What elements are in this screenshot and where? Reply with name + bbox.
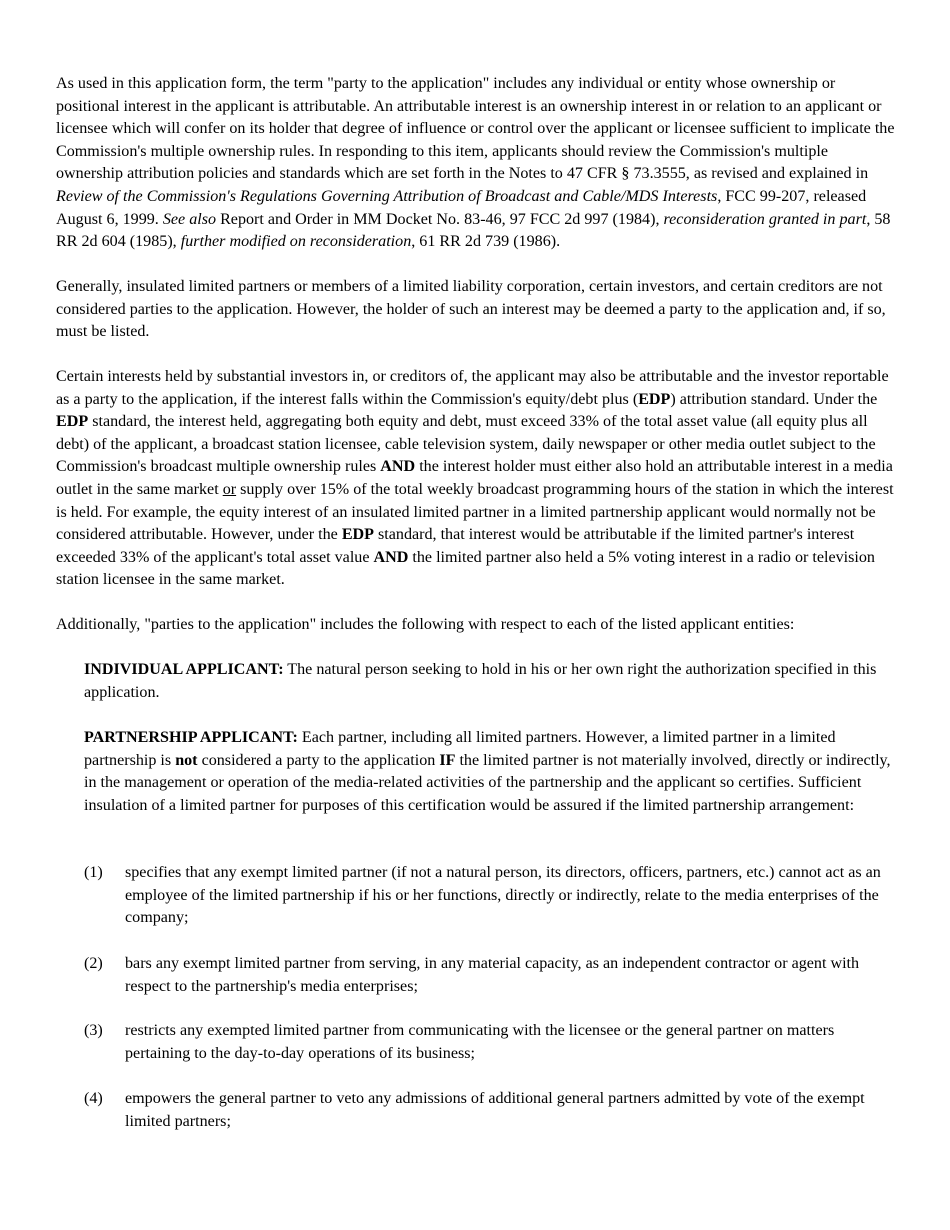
partnership-applicant-paragraph — [84, 727, 898, 817]
edp-text: the interest holder must either also hold an attributable interest in a media outlet in the same market — [56, 458, 893, 498]
parties-intro-paragraph — [56, 614, 898, 637]
individual-applicant-paragraph — [84, 659, 898, 704]
list-item — [84, 953, 898, 998]
attribution-text: Report and Order in MM Docket No. 83-46, 97 FCC 2d 997 (1984), — [216, 210, 664, 228]
parties-intro-text: Additionally, "parties to the application" includes the following with respect to each of the listed applicant entities: — [56, 616, 795, 633]
and-emphasis: AND — [373, 548, 409, 566]
edp-standard-paragraph — [56, 366, 898, 592]
list-item — [84, 1088, 898, 1133]
and-emphasis: AND — [380, 458, 416, 476]
attribution-text: , 58 RR 2d 604 (1985), — [56, 210, 891, 251]
partnership-text: the limited partner is not materially involved, directly or indirectly, in the management or operation of the media-related activities of the partnership and the applicant so certifies. Sufficient insulation of a limited partner for purposes of this certification would be assured if the limited partnership arrangement: — [84, 751, 891, 814]
individual-applicant-text: The natural person seeking to hold in his or her own right the authorization specified in this application. — [84, 661, 877, 701]
edp-term: EDP — [341, 526, 374, 544]
list-item — [84, 862, 898, 930]
edp-text: standard, that interest would be attributable if the limited partner's interest exceeded 33% of the applicant's total asset value — [56, 526, 855, 566]
edp-text: standard, the interest held, aggregating both equity and debt, must exceed 33% of the total asset value (all equity plus all debt) of the applicant, a broadcast station licensee, cable television system, daily newspaper or other media outlet subject to the Commission's broadcast multiple ownership rules — [56, 413, 876, 476]
if-emphasis: IF — [439, 751, 456, 769]
edp-text: supply over 15% of the total weekly broadcast programming hours of the station in which the interest is held. For example, the equity interest of an insulated limited partner in a limited partnership applicant would normally not be considered attributable. However, under the — [56, 480, 894, 544]
edp-term: EDP — [56, 413, 89, 431]
insulated-partners-paragraph — [56, 276, 898, 344]
attribution-text: , FCC 99-207, released August 6, 1999. — [56, 187, 867, 228]
regulation-title: Review of the Commission's Regulations Governing Attribution of Broadcast and Cable/MDS Interests — [56, 187, 718, 205]
edp-term: EDP — [638, 390, 671, 408]
list-item-number: (2) — [84, 955, 103, 972]
individual-applicant-heading: INDIVIDUAL APPLICANT: — [84, 661, 284, 678]
further-modified-phrase: further modified on reconsideration — [180, 233, 412, 251]
list-item — [84, 1020, 898, 1065]
edp-text: the limited partner also held a 5% voting interest in a radio or television station licensee in the same market. — [56, 548, 875, 589]
partnership-applicant-heading: PARTNERSHIP APPLICANT: — [84, 729, 298, 746]
attribution-paragraph — [56, 73, 898, 254]
not-emphasis: not — [175, 751, 198, 769]
insulated-partners-text: Generally, insulated limited partners or members of a limited liability corporation, certain investors, and certain creditors are not considered parties to the application. However, the holder of such an interest may be deemed a party to the application and, if so, must be listed. — [56, 278, 886, 341]
see-also-signal: See also — [162, 210, 217, 228]
list-item-text: bars any exempt limited partner from serving, in any material capacity, as an independent contractor or agent with respect to the partnership's media enterprises; — [125, 955, 860, 995]
partnership-text: considered a party to the application — [197, 751, 440, 769]
attribution-text: , 61 RR 2d 739 (1986). — [411, 233, 561, 251]
list-item-text: specifies that any exempt limited partner (if not a natural person, its directors, officers, partners, etc.) cannot act as an employee of the limited partnership if his or her functions, directly or indirectly, relate to the media enterprises of the company; — [125, 864, 881, 927]
or-emphasis: or — [222, 480, 237, 498]
edp-text: Certain interests held by substantial investors in, or creditors of, the applicant may also be attributable and the investor reportable as a party to the application, if the interest falls within the Commission's equity/debt plus ( — [56, 368, 889, 408]
list-item-number: (3) — [84, 1022, 103, 1039]
reconsideration-phrase: reconsideration granted in part — [663, 210, 867, 228]
edp-text: ) attribution standard. Under the — [670, 390, 878, 408]
list-item-number: (1) — [84, 864, 103, 881]
partnership-text: Each partner, including all limited partners. However, a limited partner in a limited partnership is — [84, 729, 836, 769]
list-item-text: empowers the general partner to veto any admissions of additional general partners admitted by vote of the exempt limited partners; — [125, 1090, 865, 1130]
list-item-number: (4) — [84, 1090, 103, 1107]
list-item-text: restricts any exempted limited partner from communicating with the licensee or the general partner on matters pertaining to the day-to-day operations of its business; — [125, 1022, 835, 1062]
attribution-text: As used in this application form, the term "party to the application" includes any individual or entity whose ownership or positional interest in the applicant is attributable. An attributable interest is an ownership interest in or relation to an applicant or licensee which will confer on its holder that degree of influence or control over the applicant or licensee sufficient to implicate the Commission's multiple ownership rules. In responding to this item, applicants should review the Commission's multiple ownership attribution policies and standards which are set forth in the Notes to 47 CFR § 73.3555, as revised and explained in — [56, 75, 895, 183]
